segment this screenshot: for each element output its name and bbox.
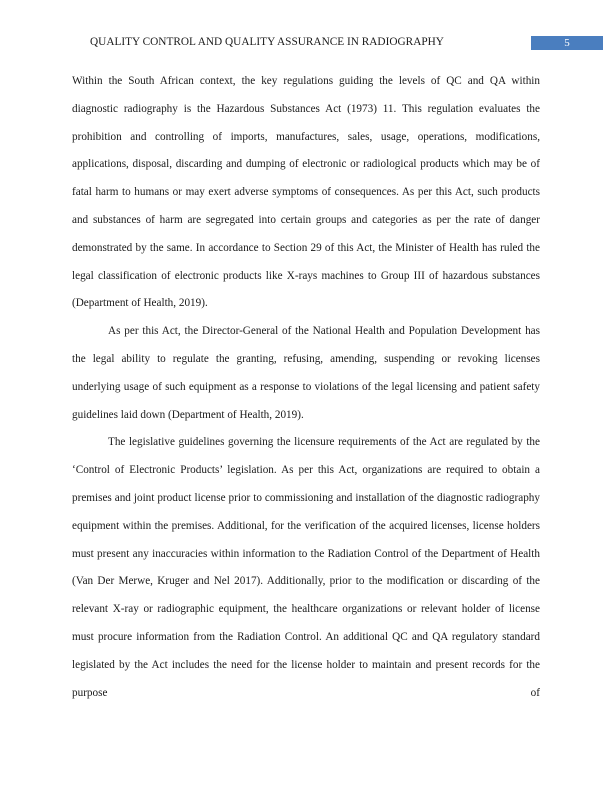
running-head: QUALITY CONTROL AND QUALITY ASSURANCE IN RADIOGRAPHY xyxy=(90,36,444,48)
body-text xyxy=(72,68,540,707)
page-number: 5 xyxy=(531,36,603,50)
paragraph-licensure-requirements: The legislative guidelines governing the licensure requirements of the Act are regulated by the ‘Control of Electronic Products’ legislation. As per this Act, organizations are required to obtain a premises and joint product license prior to commissioning and installation of the diagnostic radiography equipment within the premises. Additional, for the verification of the acquired licenses, license holders must present any inaccuracies within information to the Radiation Control of the Department of Health (Van Der Merwe, Kruger and Nel 2017). Additionally, prior to the modification or discarding of the relevant X-ray or radiographic equipment, the healthcare organizations or relevant holder of license must procure information from the Radiation Control. An additional QC and QA regulatory standard legislated by the Act includes the need for the license holder to maintain and present records for the purpose of xyxy=(72,436,540,699)
paragraph-director-general: As per this Act, the Director-General of the National Health and Population Development has the legal ability to regulate the granting, refusing, amending, suspending or revoking licenses underlying usage of such equipment as a response to violations of the legal licensing and patient safety guidelines laid down (Department of Health, 2019). xyxy=(72,325,540,421)
paragraph-hazardous-substances-act: Within the South African context, the key regulations guiding the levels of QC and QA within diagnostic radiography is the Hazardous Substances Act (1973) 11. This regulation evaluates the prohibition and controlling of imports, manufactures, sales, usage, operations, modifications, applications, disposal, discarding and dumping of electronic or radiological products which may be of fatal harm to humans or may exert adverse symptoms of consequences. As per this Act, such products and substances of harm are segregated into certain groups and categories as per the rate of danger demonstrated by the same. In accordance to Section 29 of this Act, the Minister of Health has ruled the legal classification of electronic products like X-rays machines to Group III of hazardous substances (Department of Health, 2019). xyxy=(72,75,540,310)
